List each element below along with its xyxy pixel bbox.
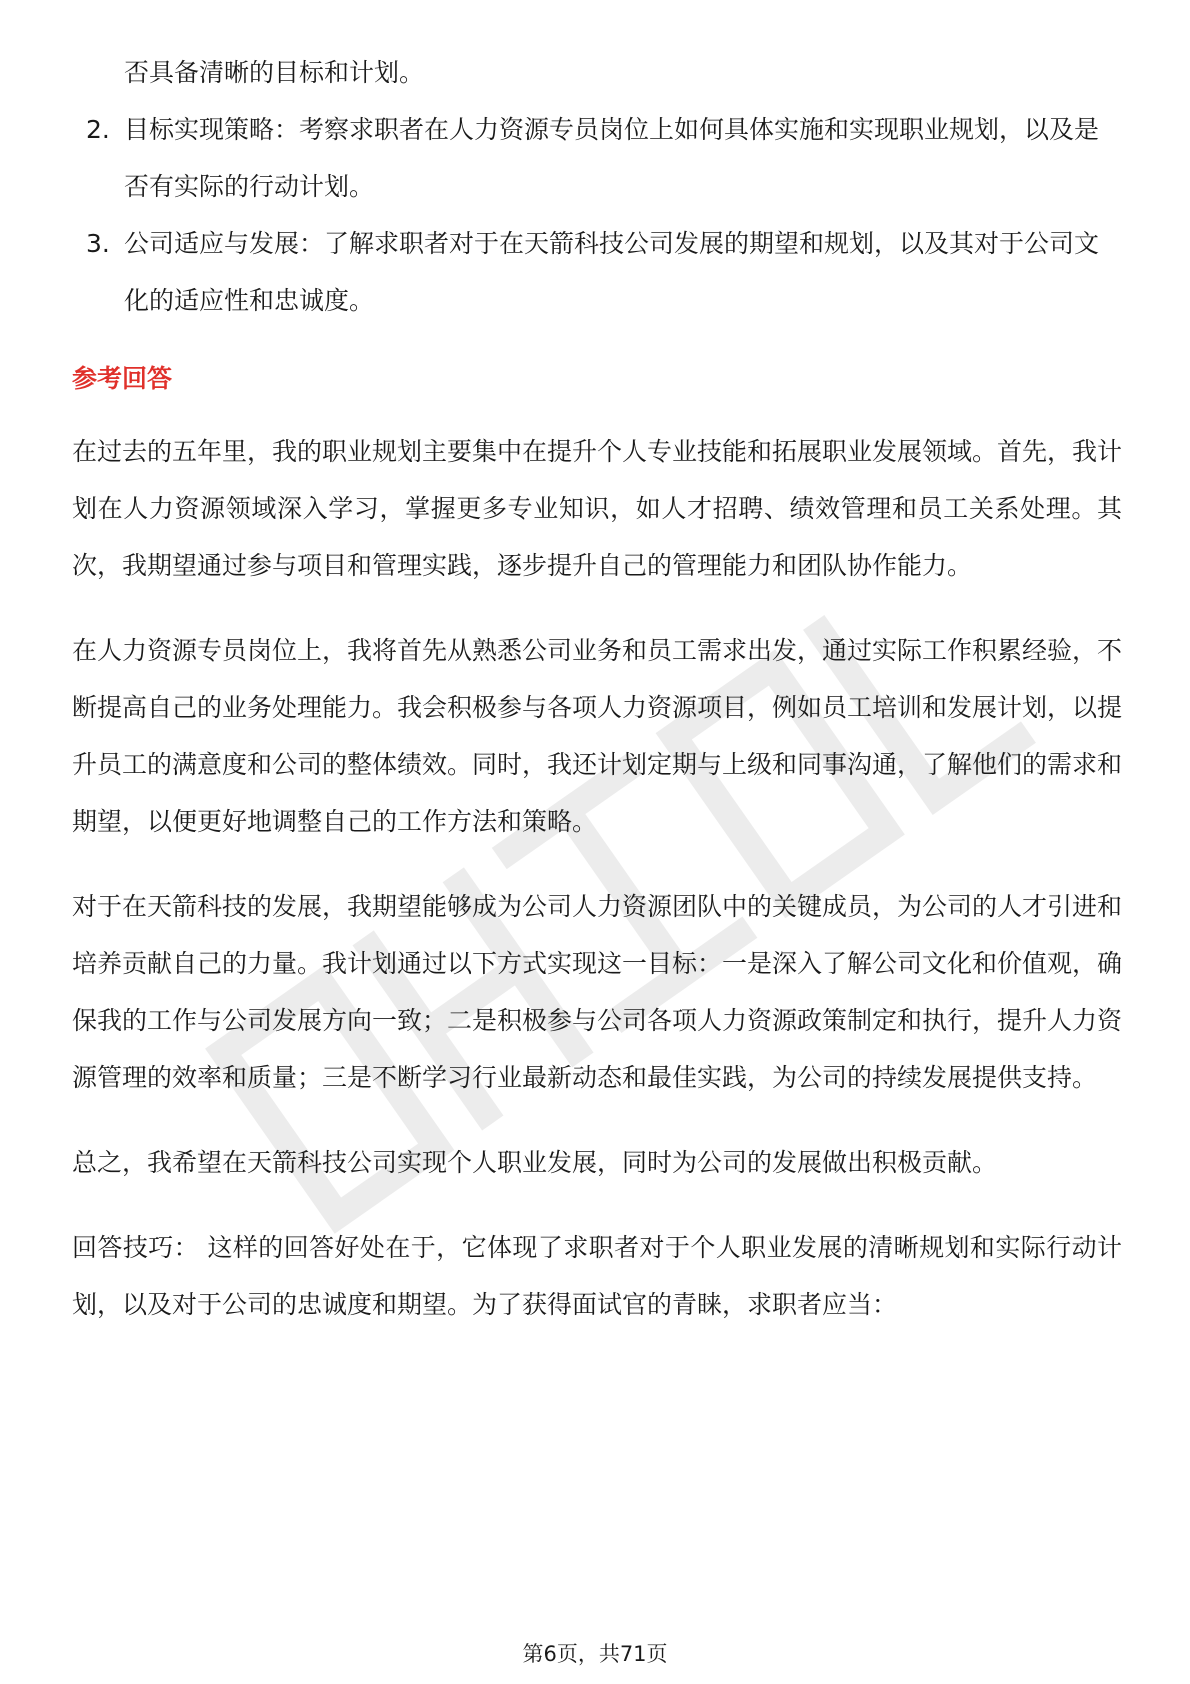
list-item-text: 目标实现策略：考察求职者在人力资源专员岗位上如何具体实施和实现职业规划，以及是否有实际的行动计划。: [124, 115, 1100, 201]
list-item: [72, 215, 1122, 329]
list-item-text: 公司适应与发展：了解求职者对于在天箭科技公司发展的期望和规划，以及其对于公司文化的适应性和忠诚度。: [124, 229, 1100, 315]
page-number: 第6页，共71页: [522, 1642, 668, 1666]
list-item-number: 3.: [86, 229, 110, 258]
answer-paragraph: 总之，我希望在天箭科技公司实现个人职业发展，同时为公司的发展做出积极贡献。: [72, 1148, 998, 1177]
list-item-continuation: 否具备清晰的目标和计划。: [124, 58, 425, 87]
answer-paragraph: 在人力资源专员岗位上，我将首先从熟悉公司业务和员工需求出发，通过实际工作积累经验，不断提高自己的业务处理能力。我会积极参与各项人力资源项目，例如员工培训和发展计划，以提升员工的满意度和公司的整体绩效。同时，我还计划定期与上级和同事沟通，了解他们的需求和期望，以便更好地调整自己的工作方法和策略。: [72, 636, 1123, 836]
answer-paragraph: 在过去的五年里，我的职业规划主要集中在提升个人专业技能和拓展职业发展领域。首先，我计划在人力资源领域深入学习，掌握更多专业知识，如人才招聘、绩效管理和员工关系处理。其次，我期望通过参与项目和管理实践，逐步提升自己的管理能力和团队协作能力。: [72, 437, 1123, 580]
section-heading: 参考回答: [72, 364, 173, 393]
list-item: [72, 101, 1122, 215]
answer-paragraph: 对于在天箭科技的发展，我期望能够成为公司人力资源团队中的关键成员，为公司的人才引进和培养贡献自己的力量。我计划通过以下方式实现这一目标：一是深入了解公司文化和价值观，确保我的工作与公司发展方向一致；二是积极参与公司各项人力资源政策制定和执行，提升人力资源管理的效率和质量；三是不断学习行业最新动态和最佳实践，为公司的持续发展提供支持。: [72, 892, 1123, 1092]
list-item-number: 2.: [86, 115, 110, 144]
main-content: [72, 44, 1122, 1361]
answer-tips-paragraph: 回答技巧： 这样的回答好处在于，它体现了求职者对于个人职业发展的清晰规划和实际行动计划，以及对于公司的忠诚度和期望。为了获得面试官的青睐，求职者应当：: [72, 1233, 1122, 1319]
evaluation-points-list: [72, 44, 1122, 329]
